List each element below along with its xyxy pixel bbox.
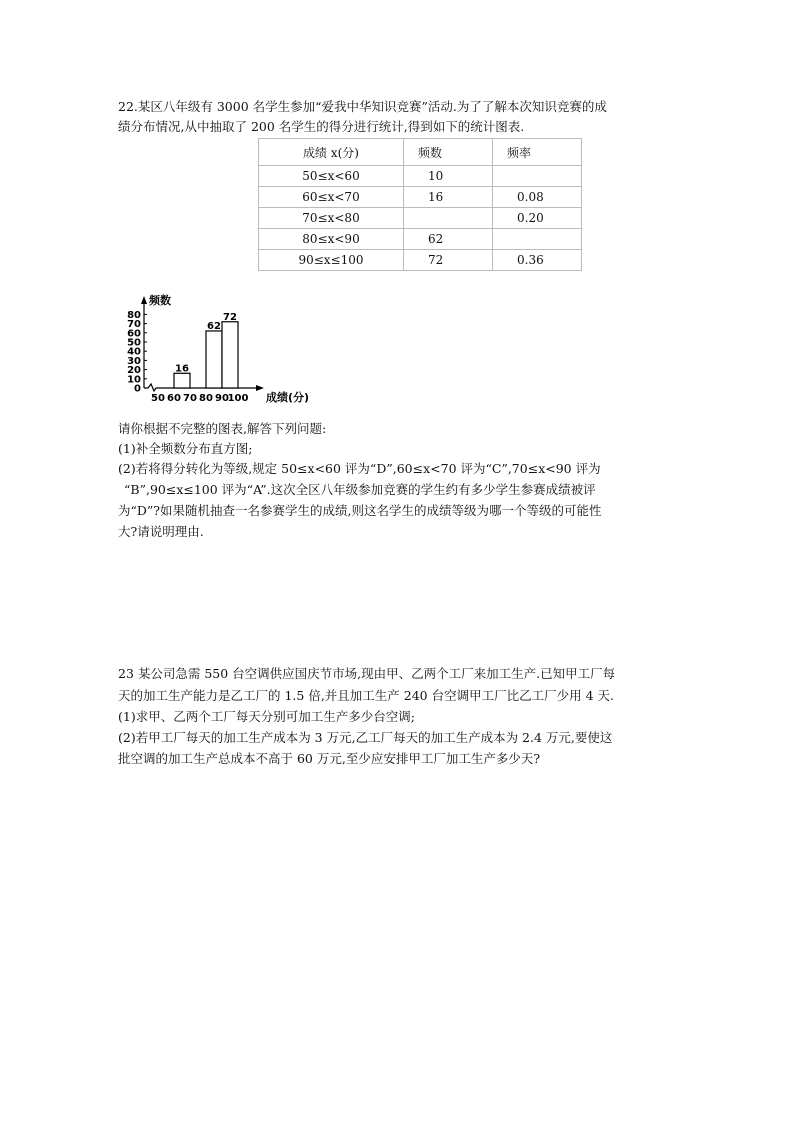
table-cell: 10 [404, 166, 493, 187]
y-tick-label: 40 [127, 346, 141, 358]
bar-data-label: 62 [207, 320, 221, 332]
x-tick-label: 100 [227, 393, 249, 404]
q22-line-2: 绩分布情况,从中抽取了 200 名学生的得分进行统计,得到如下的统计图表. [118, 119, 525, 134]
x-axis-label: 成绩(分) [266, 391, 310, 404]
table-cell [493, 166, 582, 187]
y-tick-label: 0 [134, 383, 141, 395]
table-header-score: 成绩 x(分) [259, 139, 404, 166]
table-cell: 0.20 [493, 208, 582, 229]
table-header-frequency: 频数 [404, 139, 493, 166]
table-row [259, 166, 582, 187]
x-tick-label: 50 [151, 393, 165, 404]
y-tick-label: 50 [127, 337, 141, 349]
y-tick-label: 20 [127, 365, 141, 377]
q22-part-1: (1)补全频数分布直方图; [118, 441, 253, 456]
y-axis-label: 频数 [149, 294, 171, 307]
table-cell: 50≤x<60 [259, 166, 404, 187]
table-cell [493, 229, 582, 250]
table-cell: 70≤x<80 [259, 208, 404, 229]
table-cell: 0.08 [493, 187, 582, 208]
table-header-row [259, 139, 582, 166]
frequency-histogram [110, 290, 310, 408]
y-tick-label: 70 [127, 319, 141, 331]
q23-part-2-line-1: (2)若甲工厂每天的加工生产成本为 3 万元,乙工厂每天的加工生产成本为 2.4 万元,要使这 [118, 730, 613, 745]
histogram-bar [206, 331, 222, 388]
table-row [259, 229, 582, 250]
table-row [259, 250, 582, 271]
x-axis-arrow-icon [256, 385, 264, 391]
x-axis-line [144, 384, 260, 391]
table-cell: 90≤x≤100 [259, 250, 404, 271]
q23-part-2-line-2: 批空调的加工生产总成本不高于 60 万元,至少应安排甲工厂加工生产多少天? [118, 751, 541, 766]
y-tick-label: 10 [127, 374, 141, 386]
q22-part-2-line-2: “B”,90≤x≤100 评为“A”.这次全区八年级参加竞赛的学生约有多少学生参赛成绩被评 [124, 482, 596, 497]
table-row [259, 208, 582, 229]
frequency-table [258, 138, 582, 271]
bar-data-label: 16 [175, 363, 189, 375]
table-header-rate: 频率 [493, 139, 582, 166]
table-row [259, 187, 582, 208]
x-tick-label: 70 [183, 393, 197, 404]
table-cell: 16 [404, 187, 493, 208]
y-tick-label: 80 [127, 309, 141, 321]
bar-data-label: 72 [223, 311, 237, 323]
x-tick-label: 60 [167, 393, 181, 404]
q22-prompt: 请你根据不完整的图表,解答下列问题: [118, 421, 327, 436]
table-cell [404, 208, 493, 229]
q22-part-2-line-4: 大?请说明理由. [118, 524, 204, 539]
table-cell: 0.36 [493, 250, 582, 271]
y-tick-label: 60 [127, 328, 141, 340]
q22-part-2-line-3: 为“D”?如果随机抽查一名参赛学生的成绩,则这名学生的成绩等级为哪一个等级的可能性 [118, 503, 602, 518]
histogram-bar [174, 373, 190, 388]
table-cell: 80≤x<90 [259, 229, 404, 250]
q23-line-2: 天的加工生产能力是乙工厂的 1.5 倍,并且加工生产 240 台空调甲工厂比乙工厂少用 4 天. [118, 688, 614, 703]
q23-line-1: 23 某公司急需 550 台空调供应国庆节市场,现由甲、乙两个工厂来加工生产.已知甲工厂每 [118, 666, 616, 681]
histogram-bar [222, 322, 238, 388]
q23-part-1: (1)求甲、乙两个工厂每天分别可加工生产多少台空调; [118, 709, 415, 724]
table-cell: 60≤x<70 [259, 187, 404, 208]
x-tick-label: 80 [199, 393, 213, 404]
table-cell: 72 [404, 250, 493, 271]
q22-line-1: 22.某区八年级有 3000 名学生参加“爱我中华知识竞赛”活动.为了了解本次知识竞赛的成 [118, 99, 607, 114]
q22-part-2-line-1: (2)若将得分转化为等级,规定 50≤x<60 评为“D”,60≤x<70 评为“C”,70≤x<90 评为 [118, 461, 601, 476]
y-tick-label: 30 [127, 355, 141, 367]
y-axis-arrow-icon [141, 296, 147, 304]
x-tick-label: 90 [215, 393, 229, 404]
table-cell: 62 [404, 229, 493, 250]
